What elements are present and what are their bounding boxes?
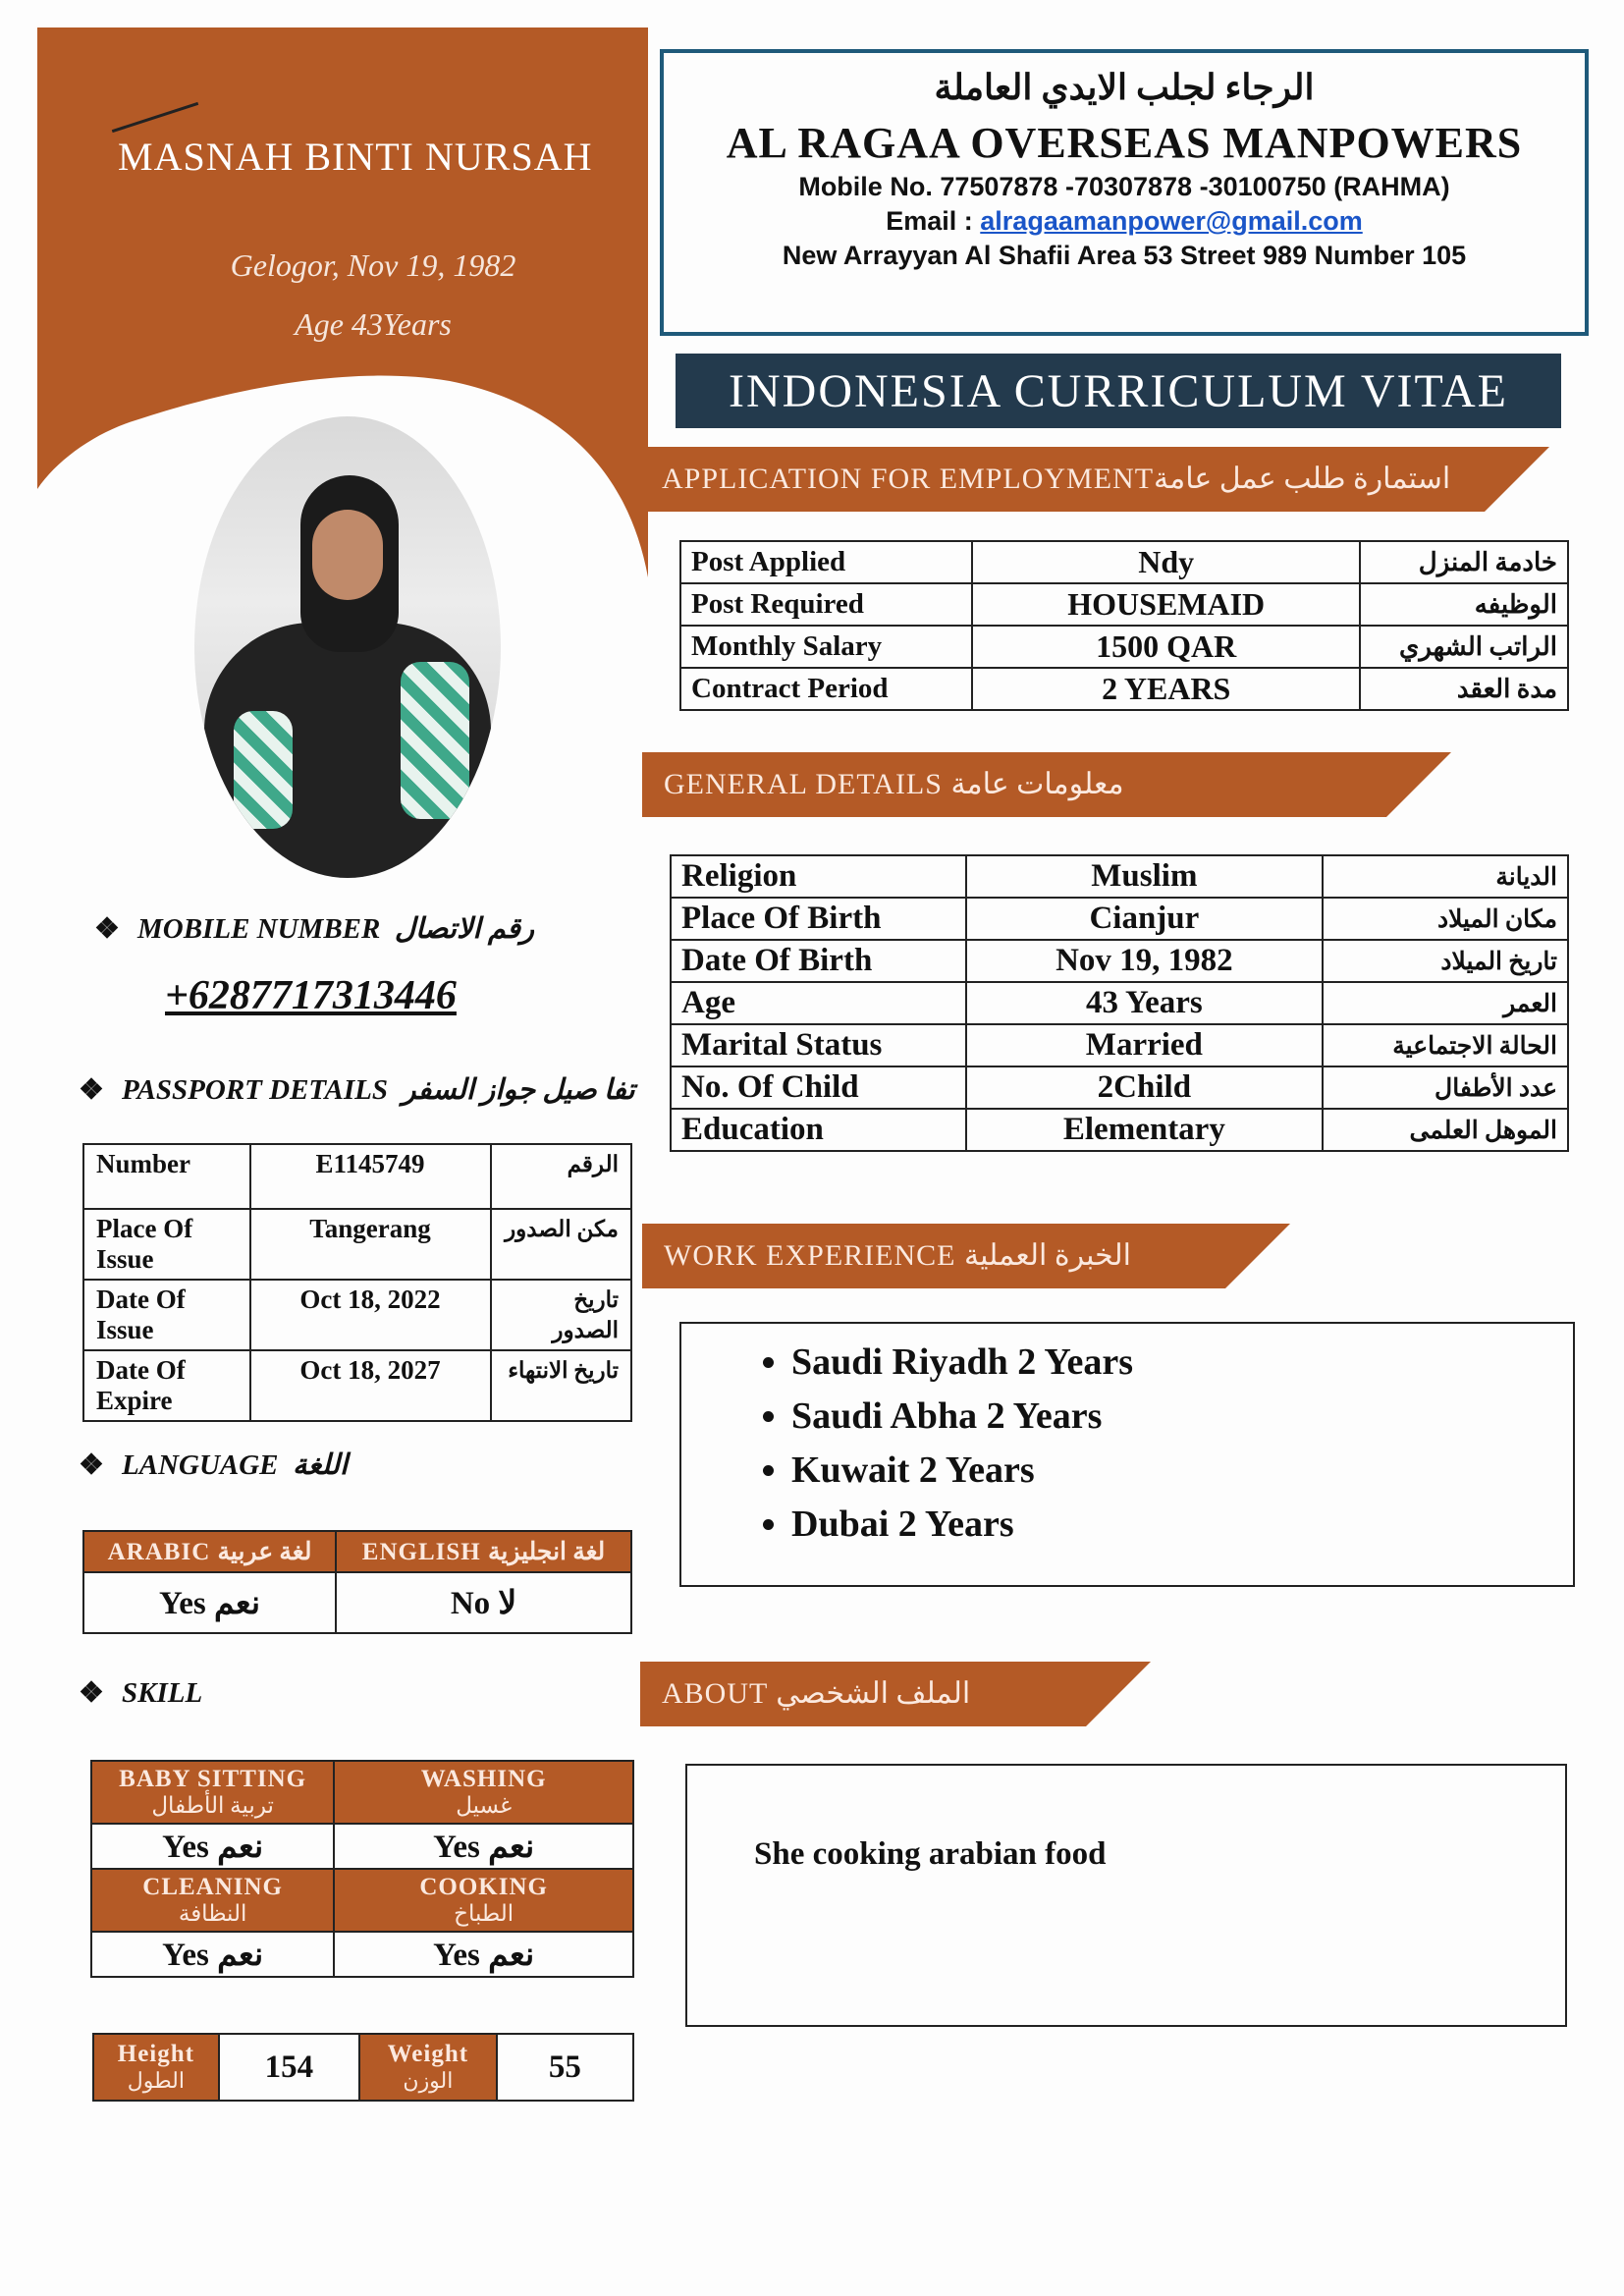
general-row-label: Date Of Birth <box>671 940 966 982</box>
passport-row-label: Date Of Issue <box>83 1280 250 1350</box>
passport-row-value: E1145749 <box>250 1144 491 1209</box>
general-row <box>671 898 1568 940</box>
passport-row <box>83 1350 631 1421</box>
language-arabic-value: Yes نعم <box>83 1572 336 1633</box>
passport-row-value: Tangerang <box>250 1209 491 1280</box>
skill-value: Yes نعم <box>91 1824 334 1869</box>
application-row-arabic-label: مدة العقد <box>1360 668 1568 710</box>
general-row <box>671 982 1568 1024</box>
language-table <box>82 1530 632 1634</box>
passport-table <box>82 1143 632 1422</box>
general-row-value: Elementary <box>966 1109 1323 1151</box>
skill-value: Yes نعم <box>334 1932 633 1977</box>
application-row-arabic-label: الوظيفه <box>1360 583 1568 626</box>
birth-line: Gelogor, Nov 19, 1982 <box>230 247 516 283</box>
passport-row-arabic-label: تاريخ الانتهاء <box>491 1350 632 1421</box>
language-heading: ❖ LANGUAGE اللغة <box>79 1449 349 1481</box>
application-row-arabic-label: خادمة المنزل <box>1360 541 1568 583</box>
application-banner: APPLICATION FOR EMPLOYMENTاستمارة طلب عمل عامة <box>640 447 1549 512</box>
passport-heading: ❖ PASSPORT DETAILS تفا صيل جواز السفر <box>79 1074 635 1106</box>
application-row <box>680 626 1568 668</box>
general-row <box>671 940 1568 982</box>
general-row <box>671 1024 1568 1066</box>
candidate-photo <box>194 416 501 878</box>
mobile-number: +6287717313446 <box>165 973 457 1018</box>
general-row-arabic-label: عدد الأطفال <box>1323 1066 1568 1109</box>
height-label: Height الطول <box>93 2034 219 2101</box>
general-row-arabic-label: الحالة الاجتماعية <box>1323 1024 1568 1066</box>
application-row <box>680 583 1568 626</box>
company-address: New Arrayyan Al Shafii Area 53 Street 989 Number 105 <box>782 241 1467 270</box>
company-name: AL RAGAA OVERSEAS MANPOWERS <box>726 119 1523 167</box>
general-row-value: Married <box>966 1024 1323 1066</box>
general-row-arabic-label: الديانة <box>1323 855 1568 898</box>
general-row-value: 43 Years <box>966 982 1323 1024</box>
passport-row <box>83 1209 631 1280</box>
work-experience-box <box>679 1322 1575 1587</box>
company-box <box>660 49 1589 336</box>
skill-value: Yes نعم <box>91 1932 334 1977</box>
language-english-value: No لا <box>336 1572 631 1633</box>
general-row-label: Age <box>671 982 966 1024</box>
diamond-bullet-icon: ❖ <box>94 913 120 945</box>
application-row <box>680 541 1568 583</box>
application-row-label: Monthly Salary <box>680 626 972 668</box>
passport-row <box>83 1280 631 1350</box>
mobile-heading: ❖ MOBILE NUMBER رقم الاتصال <box>94 913 535 945</box>
candidate-name: MASNAH BINTI NURSAH <box>118 135 593 179</box>
general-row-arabic-label: الموهل العلمى <box>1323 1109 1568 1151</box>
general-row <box>671 1066 1568 1109</box>
skill-heading: ❖ SKILL <box>79 1677 203 1709</box>
application-row-label: Post Applied <box>680 541 972 583</box>
cv-title: INDONESIA CURRICULUM VITAE <box>676 354 1561 428</box>
general-row-value: Cianjur <box>966 898 1323 940</box>
passport-row-label: Place Of Issue <box>83 1209 250 1280</box>
skill-label: WASHING غسيل <box>334 1761 633 1824</box>
application-table <box>679 540 1569 711</box>
work-experience-item: • Dubai 2 Years <box>791 1498 1573 1552</box>
weight-label: Weight الوزن <box>359 2034 497 2101</box>
skill-label: BABY SITTING تربية الأطفال <box>91 1761 334 1824</box>
general-banner: GENERAL DETAILS معلومات عامة <box>642 752 1451 817</box>
work-banner: WORK EXPERIENCE الخبرة العملية <box>642 1224 1290 1288</box>
passport-row-value: Oct 18, 2027 <box>250 1350 491 1421</box>
language-english-label: ENGLISH لغة انجليزية <box>336 1531 631 1572</box>
skill-table <box>90 1760 634 1978</box>
about-text: She cooking arabian food <box>754 1836 1107 1872</box>
general-row-arabic-label: مكان الميلاد <box>1323 898 1568 940</box>
general-row-label: Education <box>671 1109 966 1151</box>
application-row-value: 1500 QAR <box>972 626 1360 668</box>
passport-row-label: Date Of Expire <box>83 1350 250 1421</box>
application-row-label: Post Required <box>680 583 972 626</box>
passport-row <box>83 1144 631 1209</box>
about-banner: ABOUT الملف الشخصي <box>640 1662 1151 1726</box>
general-table <box>670 854 1569 1152</box>
age-line: Age 43Years <box>295 306 452 342</box>
application-row-value: 2 YEARS <box>972 668 1360 710</box>
passport-row-arabic-label: مكن الصدور <box>491 1209 632 1280</box>
measures-table <box>92 2033 634 2102</box>
general-row-value: Nov 19, 1982 <box>966 940 1323 982</box>
application-row-label: Contract Period <box>680 668 972 710</box>
general-row <box>671 1109 1568 1151</box>
about-box <box>685 1764 1567 2027</box>
passport-row-arabic-label: الرقم <box>491 1144 632 1209</box>
email-link[interactable]: alragaamanpower@gmail.com <box>980 206 1363 236</box>
general-row-arabic-label: العمر <box>1323 982 1568 1024</box>
application-row-value: Ndy <box>972 541 1360 583</box>
general-row-label: Place Of Birth <box>671 898 966 940</box>
diamond-bullet-icon: ❖ <box>79 1449 104 1481</box>
language-arabic-label: ARABIC لغة عربية <box>83 1531 336 1572</box>
application-row-arabic-label: الراتب الشهري <box>1360 626 1568 668</box>
email-label: Email : <box>886 206 981 236</box>
general-row-value: Muslim <box>966 855 1323 898</box>
diamond-bullet-icon: ❖ <box>79 1074 104 1106</box>
diamond-bullet-icon: ❖ <box>79 1677 104 1709</box>
application-row-value: HOUSEMAID <box>972 583 1360 626</box>
passport-row-label: Number <box>83 1144 250 1209</box>
general-row-value: 2Child <box>966 1066 1323 1109</box>
company-arabic-name: الرجاء لجلب الايدي العاملة <box>934 68 1315 107</box>
skill-value: Yes نعم <box>334 1824 633 1869</box>
general-row-label: No. Of Child <box>671 1066 966 1109</box>
work-experience-item: • Saudi Abha 2 Years <box>791 1390 1573 1444</box>
general-row-label: Marital Status <box>671 1024 966 1066</box>
passport-row-value: Oct 18, 2022 <box>250 1280 491 1350</box>
application-row <box>680 668 1568 710</box>
general-row-label: Religion <box>671 855 966 898</box>
skill-label: COOKING الطباخ <box>334 1869 633 1932</box>
passport-row-arabic-label: تاريخ الصدور <box>491 1280 632 1350</box>
company-mobile: Mobile No. 77507878 -70307878 -30100750 (RAHMA) <box>798 172 1450 201</box>
work-experience-item: • Kuwait 2 Years <box>791 1444 1573 1498</box>
work-experience-item: • Saudi Riyadh 2 Years <box>791 1336 1573 1390</box>
general-row <box>671 855 1568 898</box>
general-row-arabic-label: تاريخ الميلاد <box>1323 940 1568 982</box>
height-value: 154 <box>219 2034 359 2101</box>
skill-label: CLEANING النظافة <box>91 1869 334 1932</box>
weight-value: 55 <box>497 2034 633 2101</box>
